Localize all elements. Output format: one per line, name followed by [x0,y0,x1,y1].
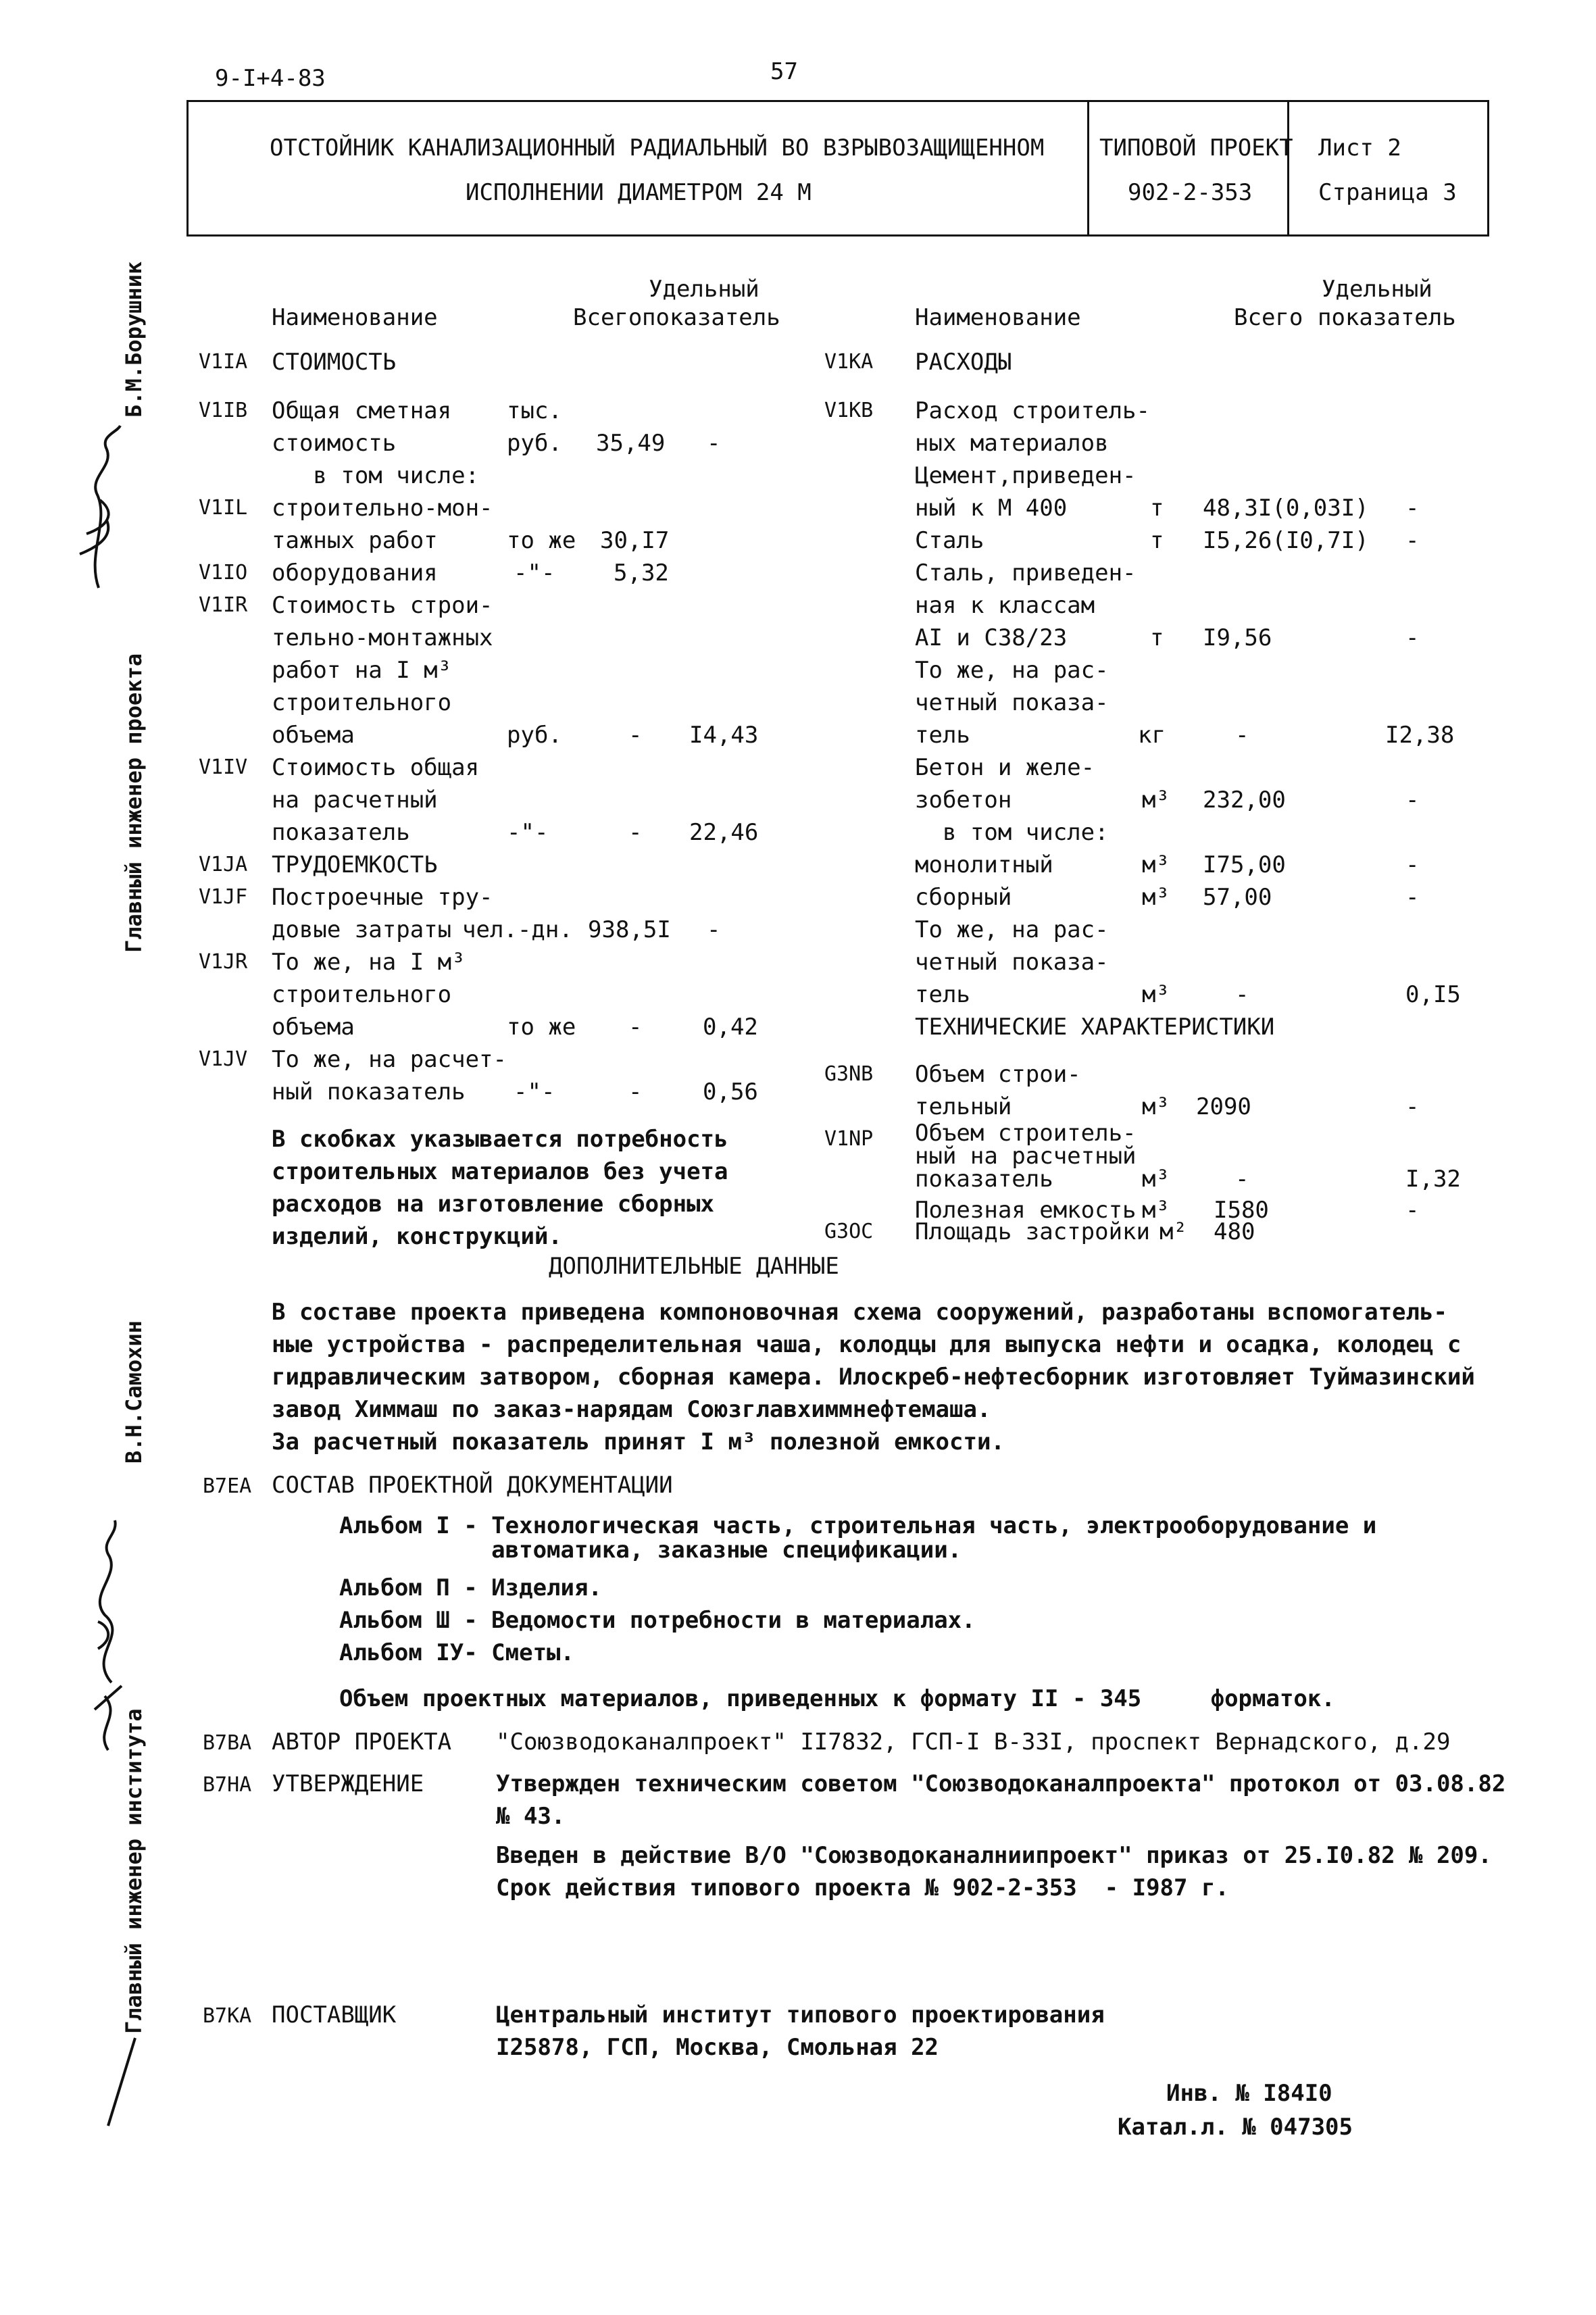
row-name: То же, на расчет- [272,1046,507,1073]
left-header-total: Всего [573,304,643,331]
row-name: ТЕХНИЧЕСКИЕ ХАРАКТЕРИСТИКИ [915,1014,1275,1041]
supplier-label: ПОСТАВЩИК [272,2001,397,2028]
album-line: Альбом IУ- Сметы. [339,1639,574,1666]
row-code: V1JF [199,885,248,909]
row-unit: т [1150,527,1164,554]
row-name: тельный [915,1093,1012,1120]
section-code: B7EA [203,1474,252,1498]
composition-heading: СОСТАВ ПРОЕКТНОЙ ДОКУМЕНТАЦИИ [272,1472,673,1499]
row-name: монолитный [915,851,1053,878]
row-code: V1IV [199,755,248,779]
additional-line: За расчетный показатель принят I м³ полезной емкости. [272,1428,1005,1455]
row-code: V1JV [199,1047,248,1071]
row-code: V1IO [199,561,248,584]
row-name: зобетон [915,787,1012,814]
right-header-specific-2: показатель [1318,304,1456,331]
row-total: - [1235,981,1249,1008]
supplier-line: Центральный институт типового проектирования [496,2001,1105,2028]
approval-line: № 43. [496,1803,566,1830]
row-name: Объем строитель- [915,1120,1137,1147]
row-name: ТРУДОЕМКОСТЬ [272,851,438,878]
row-name: сборный [915,884,1012,911]
approval-label: УТВЕРЖДЕНИЕ [272,1770,424,1797]
row-name: Построечные тру- [272,884,493,911]
row-name: объема [272,1014,355,1041]
row-unit: м³ [1142,1197,1170,1224]
row-specific: - [1405,787,1420,814]
doc-number: 9-I+4-83 [215,65,326,92]
row-unit: м³ [1142,1093,1170,1120]
additional-line: В составе проекта приведена компоновочная схема сооружений, разработаны вспомогатель- [272,1299,1447,1326]
section-code: B7KA [203,2004,252,2028]
author-label: АВТОР ПРОЕКТА [272,1728,452,1756]
row-name: тельно-монтажных [272,624,493,651]
title-divider-1 [1087,102,1089,234]
row-name: РАСХОДЫ [915,349,1012,376]
row-name: четный показа- [915,689,1109,716]
row-total: 30,I7 [600,527,670,554]
row-unit: руб. [507,722,562,749]
row-name: показатель [272,819,410,846]
row-name: AI и С38/23 [915,624,1068,651]
row-unit: тыс. [507,397,562,424]
row-name: строительного [272,689,452,716]
title-divider-2 [1287,102,1289,234]
row-name: СТОИМОСТЬ [272,349,397,376]
row-specific: - [707,430,721,457]
row-unit: чел.-дн. [462,916,573,943]
row-code: V1KA [824,350,874,374]
row-code: V1IL [199,496,248,520]
row-specific: - [707,916,721,943]
section-code: B7BA [203,1731,252,1755]
additional-heading: ДОПОЛНИТЕЛЬНЫЕ ДАННЫЕ [549,1253,839,1280]
left-header-specific-1: Удельный [649,276,759,303]
additional-line: гидравлическим затвором, сборная камера. Илоскреб-нефтесборник изготовляет Туймазинский [272,1364,1475,1391]
row-name: То же, на I м³ [272,949,466,976]
page-label: Страница 3 [1318,179,1457,206]
row-specific: 0,I5 [1405,981,1461,1008]
row-specific: 0,42 [703,1014,758,1041]
row-total: 5,32 [614,559,669,587]
row-unit: руб. [507,430,562,457]
row-total: 35,49 [596,430,666,457]
row-total: I580 [1214,1197,1269,1224]
row-unit: -"- [514,1078,555,1105]
row-total: 48,3I(0,03I) [1203,495,1369,522]
title-block [186,100,1489,237]
row-name: Стоимость строи- [272,592,493,619]
row-total: 232,00 [1203,787,1286,814]
approval-line: Введен в действие В/О "Союзводоканалниипроект" приказ от 25.I0.82 № 209. [496,1842,1492,1869]
row-total: - [628,1078,643,1105]
row-name: Расход строитель- [915,397,1150,424]
project-label: ТИПОВОЙ ПРОЕКТ [1099,134,1293,161]
row-name: Стоимость общая [272,754,480,781]
row-name: То же, на рас- [915,657,1109,684]
row-code: V1JA [199,853,248,876]
row-total: 2090 [1196,1093,1251,1120]
row-name: Полезная емкость [915,1197,1137,1224]
row-name: строительного [272,981,452,1008]
row-total: - [628,819,643,846]
row-name: Цемент,приведен- [915,462,1137,489]
row-unit: -"- [514,559,555,587]
note-line: строительных материалов без учета [272,1158,728,1185]
row-name: Объем строи- [915,1061,1081,1088]
row-unit: т [1150,495,1164,522]
row-specific: - [1405,884,1420,911]
row-unit: м³ [1142,851,1170,878]
row-unit: м³ [1142,1166,1170,1193]
signature-3-icon [101,2031,142,2133]
catalog-number: Катал.л. № 047305 [1118,2114,1353,2141]
row-total: - [1235,1166,1249,1193]
sheet-label: Лист 2 [1318,134,1401,161]
row-name: ный к М 400 [915,495,1068,522]
margin-chief-institute: Главный инженер института [121,1708,147,2034]
additional-line: ные устройства - распределительная чаша, колодцы для выпуска нефти и осадка, колодец с [272,1331,1462,1358]
right-header-specific-1: Удельный [1322,276,1432,303]
row-unit: то же [507,527,576,554]
row-unit: то же [507,1014,576,1041]
row-unit: -"- [507,819,549,846]
row-name: четный показа- [915,949,1109,976]
note-line: В скобках указывается потребность [272,1126,728,1153]
row-name: Общая сметная [272,397,452,424]
album-line: автоматика, заказные спецификации. [339,1537,962,1564]
margin-boryshnik: Б.М.Борушник [121,261,147,418]
row-specific: 22,46 [689,819,759,846]
row-specific: I4,43 [689,722,759,749]
row-name: тель [915,722,970,749]
row-name: Сталь [915,527,984,554]
row-unit: кг [1138,722,1166,749]
row-specific: - [1405,1197,1420,1224]
row-unit: м² [1159,1218,1187,1245]
signature-1-icon [59,419,134,595]
album-line: Альбом П - Изделия. [339,1574,602,1601]
note-line: расходов на изготовление сборных [272,1191,715,1218]
note-line: изделий, конструкций. [272,1223,562,1250]
row-name: объема [272,722,355,749]
row-specific: - [1405,1093,1420,1120]
row-unit: м³ [1142,884,1170,911]
row-name: тажных работ [272,527,438,554]
row-specific: I,32 [1405,1166,1461,1193]
row-code: G3OC [824,1220,874,1243]
row-specific: 0,56 [703,1078,758,1105]
row-unit: м³ [1142,787,1170,814]
row-total: I9,56 [1203,624,1272,651]
row-name: тель [915,981,970,1008]
margin-chief-project: Главный инженер проекта [121,653,147,953]
row-unit: м³ [1142,981,1170,1008]
row-name: Бетон и желе- [915,754,1095,781]
row-total: 938,5I [588,916,671,943]
margin-samokhin: В.Н.Самохин [121,1320,147,1464]
row-name: Сталь, приведен- [915,559,1137,587]
row-code: V1NP [824,1127,874,1151]
row-code: V1IB [199,399,248,422]
row-name: ная к классам [915,592,1095,619]
author-text: "Союзводоканалпроект" II7832, ГСП-I В-33I, проспект Вернадского, д.29 [496,1728,1451,1756]
volume-line: Объем проектных материалов, приведенных к формату II - 345 форматок. [339,1685,1335,1712]
right-header-name: Наименование [915,304,1081,331]
row-specific: - [1405,527,1420,554]
row-code: V1KB [824,399,874,422]
row-name: показатель [915,1166,1053,1193]
supplier-line: I25878, ГСП, Москва, Смольная 22 [496,2034,939,2061]
row-total: - [628,722,643,749]
approval-line: Срок действия типового проекта № 902-2-353 - I987 г. [496,1874,1229,1901]
title-line-2: ИСПОЛНЕНИИ ДИАМЕТРОМ 24 М [466,179,812,206]
section-code: B7HA [203,1773,252,1797]
row-specific: - [1405,851,1420,878]
row-name: ных материалов [915,430,1109,457]
row-name: работ на I м³ [272,657,452,684]
album-line: Альбом I - Технологическая часть, строительная часть, электрооборудование и [339,1512,1377,1539]
row-code: V1IR [199,593,248,617]
page-number: 57 [770,58,798,85]
row-total: 480 [1214,1218,1255,1245]
row-name: в том числе: [272,462,480,489]
row-name: в том числе: [915,819,1109,846]
row-name: довые затраты [272,916,452,943]
row-specific: - [1405,495,1420,522]
row-name: строительно-мон- [272,495,493,522]
left-header-name: Наименование [272,304,438,331]
project-number: 902-2-353 [1128,179,1253,206]
row-name: Площадь застройки [915,1218,1150,1245]
album-line: Альбом Ш - Ведомости потребности в материалах. [339,1607,976,1634]
row-total: 57,00 [1203,884,1272,911]
inventory-number: Инв. № I84I0 [1166,2080,1332,2107]
left-header-specific-2: показатель [642,304,780,331]
row-specific: I2,38 [1385,722,1455,749]
title-line-1: ОТСТОЙНИК КАНАЛИЗАЦИОННЫЙ РАДИАЛЬНЫЙ ВО ВЗРЫВОЗАЩИЩЕННОМ [270,134,1045,161]
row-name: стоимость [272,430,397,457]
row-code: G3NB [824,1062,874,1086]
row-name: ный показатель [272,1078,466,1105]
row-code: V1JR [199,950,248,974]
row-name: ный на расчетный [915,1143,1137,1170]
row-name: оборудования [272,559,438,587]
row-total: - [1235,722,1249,749]
row-total: I75,00 [1203,851,1286,878]
approval-line: Утвержден техническим советом "Союзводоканалпроекта" протокол от 03.08.82 [496,1770,1506,1797]
right-header-total: Всего [1234,304,1303,331]
row-total: - [628,1014,643,1041]
row-name: на расчетный [272,787,438,814]
row-total: I5,26(I0,7I) [1203,527,1369,554]
row-unit: т [1150,624,1164,651]
row-specific: - [1405,624,1420,651]
additional-line: завод Химмаш по заказ-нарядам Союзглавхиммнефтемаша. [272,1396,991,1423]
row-name: То же, на рас- [915,916,1109,943]
row-code: V1IA [199,350,248,374]
signature-2-icon [68,1514,142,1757]
